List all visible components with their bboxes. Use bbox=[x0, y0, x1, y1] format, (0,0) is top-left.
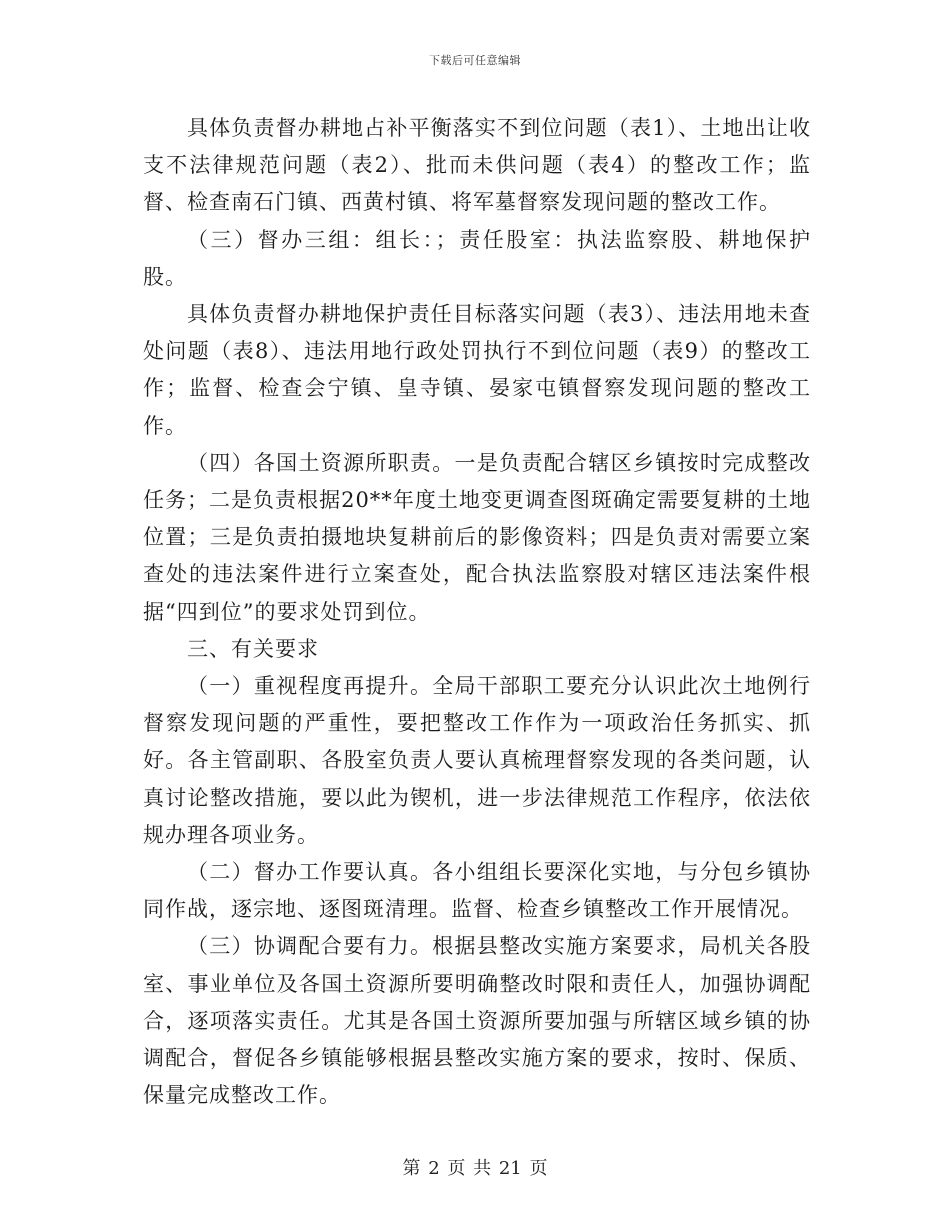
page-footer: 第 2 页 共 21 页 bbox=[402, 1158, 548, 1179]
paragraph-requirement-3: （三）协调配合要有力。根据县整改实施方案要求，局机关各股室、事业单位及各国土资源所要明确整改时限和责任人，加强协调配合，逐项落实责任。尤其是各国土资源所要加强与所辖区域乡镇的协调配合，督促各乡镇能够根据县整改实施方案的要求，按时、保质、保量完成整改工作。 bbox=[143, 934, 811, 1108]
paragraph-duban-san-zu-duties: 具体负责督办耕地保护责任目标落实问题（表3）、违法用地未查处问题（表8）、违法用地行政处罚执行不到位问题（表9）的整改工作；监督、检查会宁镇、皇寺镇、晏家屯镇督察发现问题的整改工作。 bbox=[143, 302, 811, 438]
page-header: 下载后可任意编辑 bbox=[429, 54, 521, 67]
section-heading-requirements: 三、有关要求 bbox=[187, 636, 319, 661]
paragraph-duban-er-zu-duties: 具体负责督办耕地占补平衡落实不到位问题（表1）、土地出让收支不法律规范问题（表2）、批而未供问题（表4）的整改工作；监督、检查南石门镇、西黄村镇、将军墓督察发现问题的整改工作。 bbox=[143, 116, 811, 215]
paragraph-duban-san-zu-heading: （三）督办三组：组长：；责任股室：执法监察股、耕地保护股。 bbox=[143, 227, 811, 289]
paragraph-requirement-1: （一）重视程度再提升。全局干部职工要充分认识此次土地例行督察发现问题的严重性，要把整改工作作为一项政治任务抓实、抓好。各主管副职、各股室负责人要认真梳理督察发现的各类问题，认真讨论整改措施，要以此为锲机，进一步法律规范工作程序，依法依规办理各项业务。 bbox=[143, 674, 811, 847]
document-body bbox=[143, 110, 811, 1114]
paragraph-land-office-duties: （四）各国土资源所职责。一是负责配合辖区乡镇按时完成整改任务；二是负责根据20**年度土地变更调查图斑确定需要复耕的土地位置；三是负责拍摄地块复耕前后的影像资料；四是负责对需要立案查处的违法案件进行立案查处，配合执法监察股对辖区违法案件根据“四到位”的要求处罚到位。 bbox=[143, 450, 811, 624]
paragraph-requirement-2: （二）督办工作要认真。各小组组长要深化实地，与分包乡镇协同作战，逐宗地、逐图斑清理。监督、检查乡镇整改工作开展情况。 bbox=[143, 860, 811, 922]
